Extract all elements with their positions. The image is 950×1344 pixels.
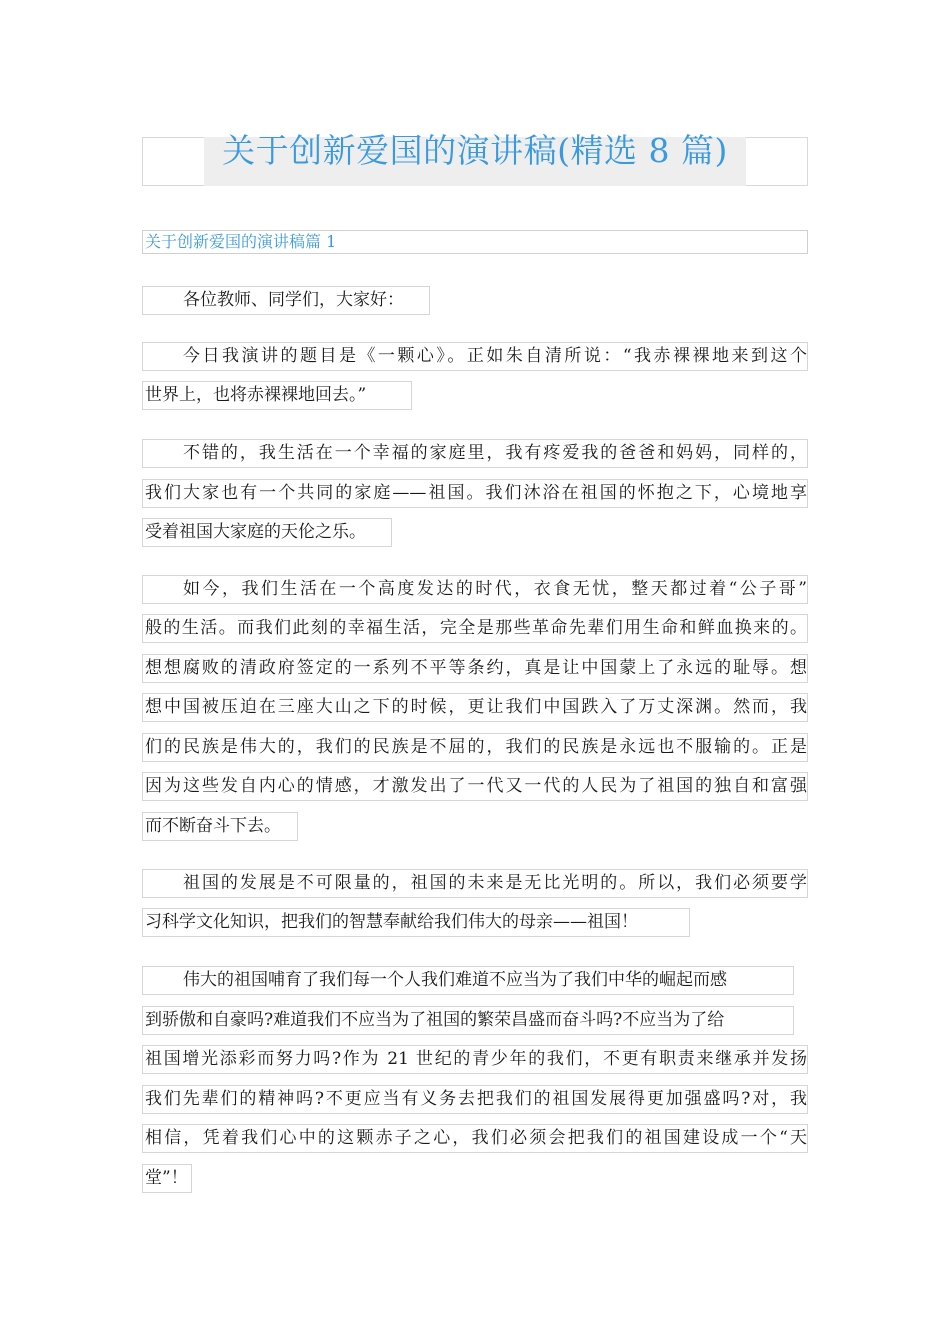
paragraph-line: 祖国的发展是不可限量的，祖国的未来是无比光明的。所以，我们必须要学	[142, 869, 808, 898]
paragraph-line: 般的生活。而我们此刻的幸福生活，完全是那些革命先辈们用生命和鲜血换来的。	[142, 614, 808, 643]
page-title: 关于创新爱国的演讲稿(精选 8 篇)	[222, 131, 728, 170]
paragraph-line: 受着祖国大家庭的天伦之乐。	[142, 518, 392, 547]
paragraph-line: 堂”！	[142, 1164, 192, 1193]
paragraph-line: 如今，我们生活在一个高度发达的时代，衣食无忧，整天都过着“公子哥”	[142, 575, 808, 604]
paragraph-line: 而不断奋斗下去。	[142, 812, 298, 841]
paragraph-line: 们的民族是伟大的，我们的民族是不屈的，我们的民族是永远也不服输的。正是	[142, 733, 808, 762]
paragraph-line: 因为这些发自内心的情感，才激发出了一代又一代的人民为了祖国的独自和富强	[142, 772, 808, 801]
paragraph-line: 我们大家也有一个共同的家庭——祖国。我们沐浴在祖国的怀抱之下，心境地享	[142, 479, 808, 508]
paragraph-line: 我们先辈们的精神吗?不更应当有义务去把我们的祖国发展得更加强盛吗?对，我	[142, 1085, 808, 1114]
paragraph-line: 今日我演讲的题目是《一颗心》。正如朱自清所说：“我赤裸裸地来到这个	[142, 342, 808, 371]
paragraph-line: 到骄傲和自豪吗?难道我们不应当为了祖国的繁荣昌盛而奋斗吗?不应当为了给	[142, 1006, 794, 1035]
section-heading: 关于创新爱国的演讲稿篇 1	[142, 230, 808, 254]
paragraph-line: 各位教师、同学们，大家好：	[142, 286, 430, 315]
paragraph-line: 想中国被压迫在三座大山之下的时候，更让我们中国跌入了万丈深渊。然而，我	[142, 693, 808, 722]
paragraph-line: 不错的，我生活在一个幸福的家庭里，我有疼爱我的爸爸和妈妈，同样的，	[142, 439, 808, 468]
paragraph-line: 想想腐败的清政府签定的一系列不平等条约，真是让中国蒙上了永远的耻辱。想	[142, 654, 808, 683]
paragraph-line: 相信，凭着我们心中的这颗赤子之心，我们必须会把我们的祖国建设成一个“天	[142, 1124, 808, 1153]
paragraph-line: 世界上，也将赤裸裸地回去。”	[142, 381, 412, 410]
paragraph-line: 祖国增光添彩而努力吗?作为 21 世纪的青少年的我们，不更有职责来继承并发扬	[142, 1045, 808, 1074]
paragraph-line: 伟大的祖国哺育了我们每一个人我们难道不应当为了我们中华的崛起而感	[142, 966, 794, 995]
paragraph-line: 习科学文化知识，把我们的智慧奉献给我们伟大的母亲——祖国！	[142, 908, 690, 937]
